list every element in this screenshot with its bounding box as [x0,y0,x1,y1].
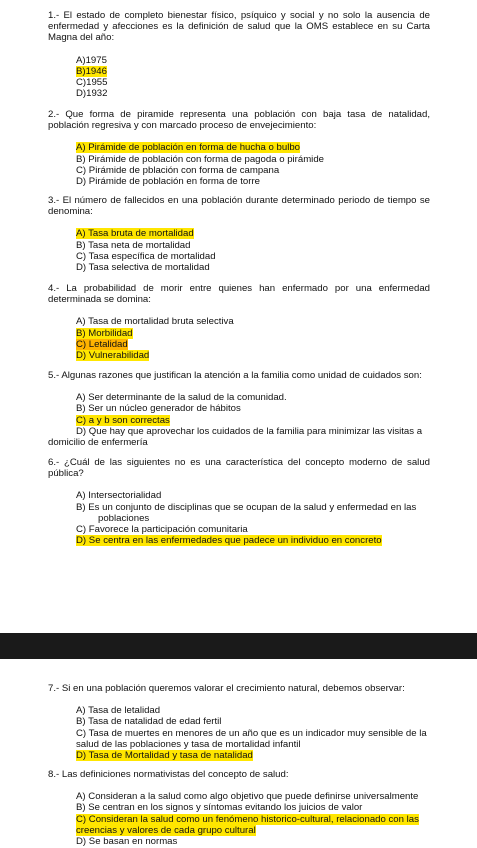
options-list [48,392,430,448]
option-c: C) Tasa específica de mortalidad [76,250,216,262]
option-a: A)1975 [76,54,107,66]
option-c-highlighted: C) Letalidad [76,338,128,350]
option-c-continuation: salud de las poblaciones y tasa de mortalidad infantil [76,738,301,750]
options-list [48,791,430,847]
option-c-highlighted: C) a y b son correctas [76,414,170,426]
question-text: 8.- Las definiciones normativistas del concepto de salud: [48,769,289,780]
option-a-highlighted: A) Tasa bruta de mortalidad [76,228,194,240]
question-text: 2.- Que forma de piramide representa una población con baja tasa de natalidad, población regresiva y con marcado proceso de envejecimiento: [48,109,430,132]
option-d-highlighted: D) Se centra en las enfermedades que padece un individuo en concreto [76,535,382,547]
question-text: 6.- ¿Cuál de las siguientes no es una característica del concepto moderno de salud pública? [48,457,430,480]
option-a-highlighted: A) Pirámide de población en forma de hucha o bulbo [76,142,300,154]
option-d: D)1932 [76,88,108,100]
question-4 [48,283,430,361]
document-page-2 [0,659,477,848]
question-text: 7.- Si en una población queremos valorar el crecimiento natural, debemos observar: [48,683,405,694]
option-b: B) Tasa neta de mortalidad [76,239,191,251]
option-c: C) Pirámide de pblación con forma de campana [76,164,280,176]
option-b: B) Se centran en los signos y síntomas evitando los juicios de valor [76,802,363,814]
question-6 [48,457,430,546]
option-d: D) Se basan en normas [76,836,178,848]
question-text: 1.- El estado de completo bienestar físico, psíquico y social y no solo la ausencia de enfermedad y afecciones es la definición de salud que la OMS establece en su Carta Magna del año: [48,10,430,44]
option-a: A) Tasa de letalidad [76,705,161,717]
question-text: 3.- El número de fallecidos en una población durante determinado periodo de tiempo se denomina: [48,195,430,218]
question-3 [48,195,430,273]
option-c: C) Tasa de muertes en menores de un año que es un indicador muy sensible de la [76,727,427,739]
question-1 [48,10,430,99]
option-d-highlighted: D) Tasa de Mortalidad y tasa de natalidad [76,750,253,762]
option-c: C)1955 [76,77,108,89]
option-a: A) Ser determinante de la salud de la comunidad. [76,392,287,404]
option-d-continuation: domicilio de enfermería [48,437,148,449]
question-2 [48,109,430,187]
options-list [48,490,430,546]
question-8 [48,769,430,847]
option-c-highlighted: C) Consideran la salud como un fenómeno historico-cultural, relacionado con las [76,813,419,825]
option-d-highlighted: D) Vulnerabilidad [76,350,150,362]
option-b-highlighted: B)1946 [76,65,107,77]
question-text: 4.- La probabilidad de morir entre quienes han enfermado por una enfermedad determinada se domina: [48,283,430,306]
option-d: D) Tasa selectiva de mortalidad [76,262,210,274]
option-a: A) Tasa de mortalidad bruta selectiva [76,316,234,328]
options-list [48,55,430,100]
question-7 [48,683,430,761]
page-divider [0,633,477,659]
option-a: A) Intersectorialidad [76,490,162,502]
option-b: B) Pirámide de población con forma de pagoda o pirámide [76,153,324,165]
option-c-continuation-highlighted: creencias y valores de cada grupo cultural [76,824,256,836]
option-b-highlighted: B) Morbilidad [76,327,133,339]
options-list [48,705,430,761]
options-list [48,316,430,361]
option-b: B) Es un conjunto de disciplinas que se ocupan de la salud y enfermedad en las [76,501,417,513]
option-b-continuation: poblaciones [98,512,150,524]
option-c: C) Favorece la participación comunitaria [76,524,248,536]
option-d: D) Que hay que aprovechar los cuidados de la familia para minimizar las visitas a [76,425,423,437]
option-d: D) Pirámide de población en forma de torre [76,176,260,188]
question-text: 5.- Algunas razones que justifican la atención a la familia como unidad de cuidados son: [48,370,422,381]
option-b: B) Tasa de natalidad de edad fertil [76,716,222,728]
options-list [48,142,430,187]
option-a: A) Consideran a la salud como algo objetivo que puede definirse universalmente [76,791,419,803]
option-b: B) Ser un núcleo generador de hábitos [76,403,241,415]
options-list [48,228,430,273]
question-5 [48,370,430,448]
